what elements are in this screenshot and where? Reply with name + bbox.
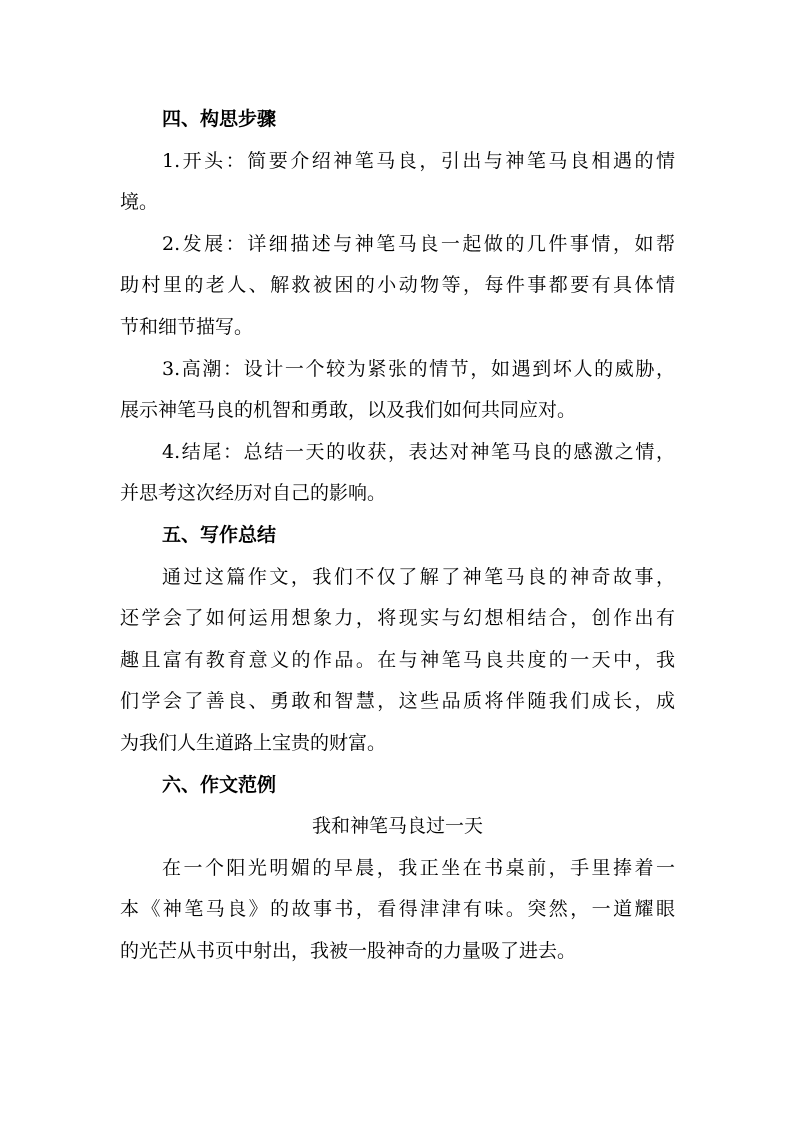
summary-paragraph [120, 557, 675, 765]
paragraph-line: 4.结尾：总结一天的收获，表达对神笔马良的感激之情， [162, 440, 675, 463]
step-item-3 [120, 349, 675, 432]
paragraph-line: 助村里的老人、解救被困的小动物等，每件事都要有具体情 [120, 274, 675, 297]
paragraph-line: 为我们人生道路上宝贵的财富。 [120, 731, 387, 754]
paragraph-line: 1.开头：简要介绍神笔马良，引出与神笔马良相遇的情 [162, 149, 675, 172]
paragraph-line: 并思考这次经历对自己的影响。 [120, 482, 387, 505]
paragraph-line: 本《神笔马良》的故事书，看得津津有味。突然，一道耀眼 [120, 898, 675, 921]
paragraph-line: 3.高潮：设计一个较为紧张的情节，如遇到坏人的威胁， [162, 357, 675, 380]
paragraph-line: 境。 [120, 191, 159, 214]
paragraph-line: 通过这篇作文，我们不仅了解了神笔马良的神奇故事， [162, 565, 675, 588]
paragraph-line: 的光芒从书页中射出，我被一股神奇的力量吸了进去。 [120, 939, 577, 962]
document-body [120, 99, 675, 972]
paragraph-line: 还学会了如何运用想象力，将现实与幻想相结合，创作出有 [120, 607, 675, 630]
section-heading-summary: 五、写作总结 [162, 523, 277, 546]
paragraph-line: 们学会了善良、勇敢和智慧，这些品质将伴随我们成长，成 [120, 690, 675, 713]
step-item-1 [120, 141, 675, 224]
essay-title: 我和神笔马良过一天 [311, 815, 483, 838]
paragraph-line: 在一个阳光明媚的早晨，我正坐在书桌前，手里捧着一 [162, 856, 675, 879]
paragraph-line: 2.发展：详细描述与神笔马良一起做的几件事情，如帮 [162, 232, 675, 255]
section-heading-example: 六、作文范例 [162, 773, 277, 796]
essay-paragraph [120, 848, 675, 973]
paragraph-line: 趣且富有教育意义的作品。在与神笔马良共度的一天中，我 [120, 648, 675, 671]
paragraph-line: 展示神笔马良的机智和勇敢，以及我们如何共同应对。 [120, 399, 577, 422]
step-item-2 [120, 224, 675, 349]
step-item-4 [120, 432, 675, 515]
paragraph-line: 节和细节描写。 [120, 315, 254, 338]
section-heading-steps: 四、构思步骤 [162, 108, 277, 130]
